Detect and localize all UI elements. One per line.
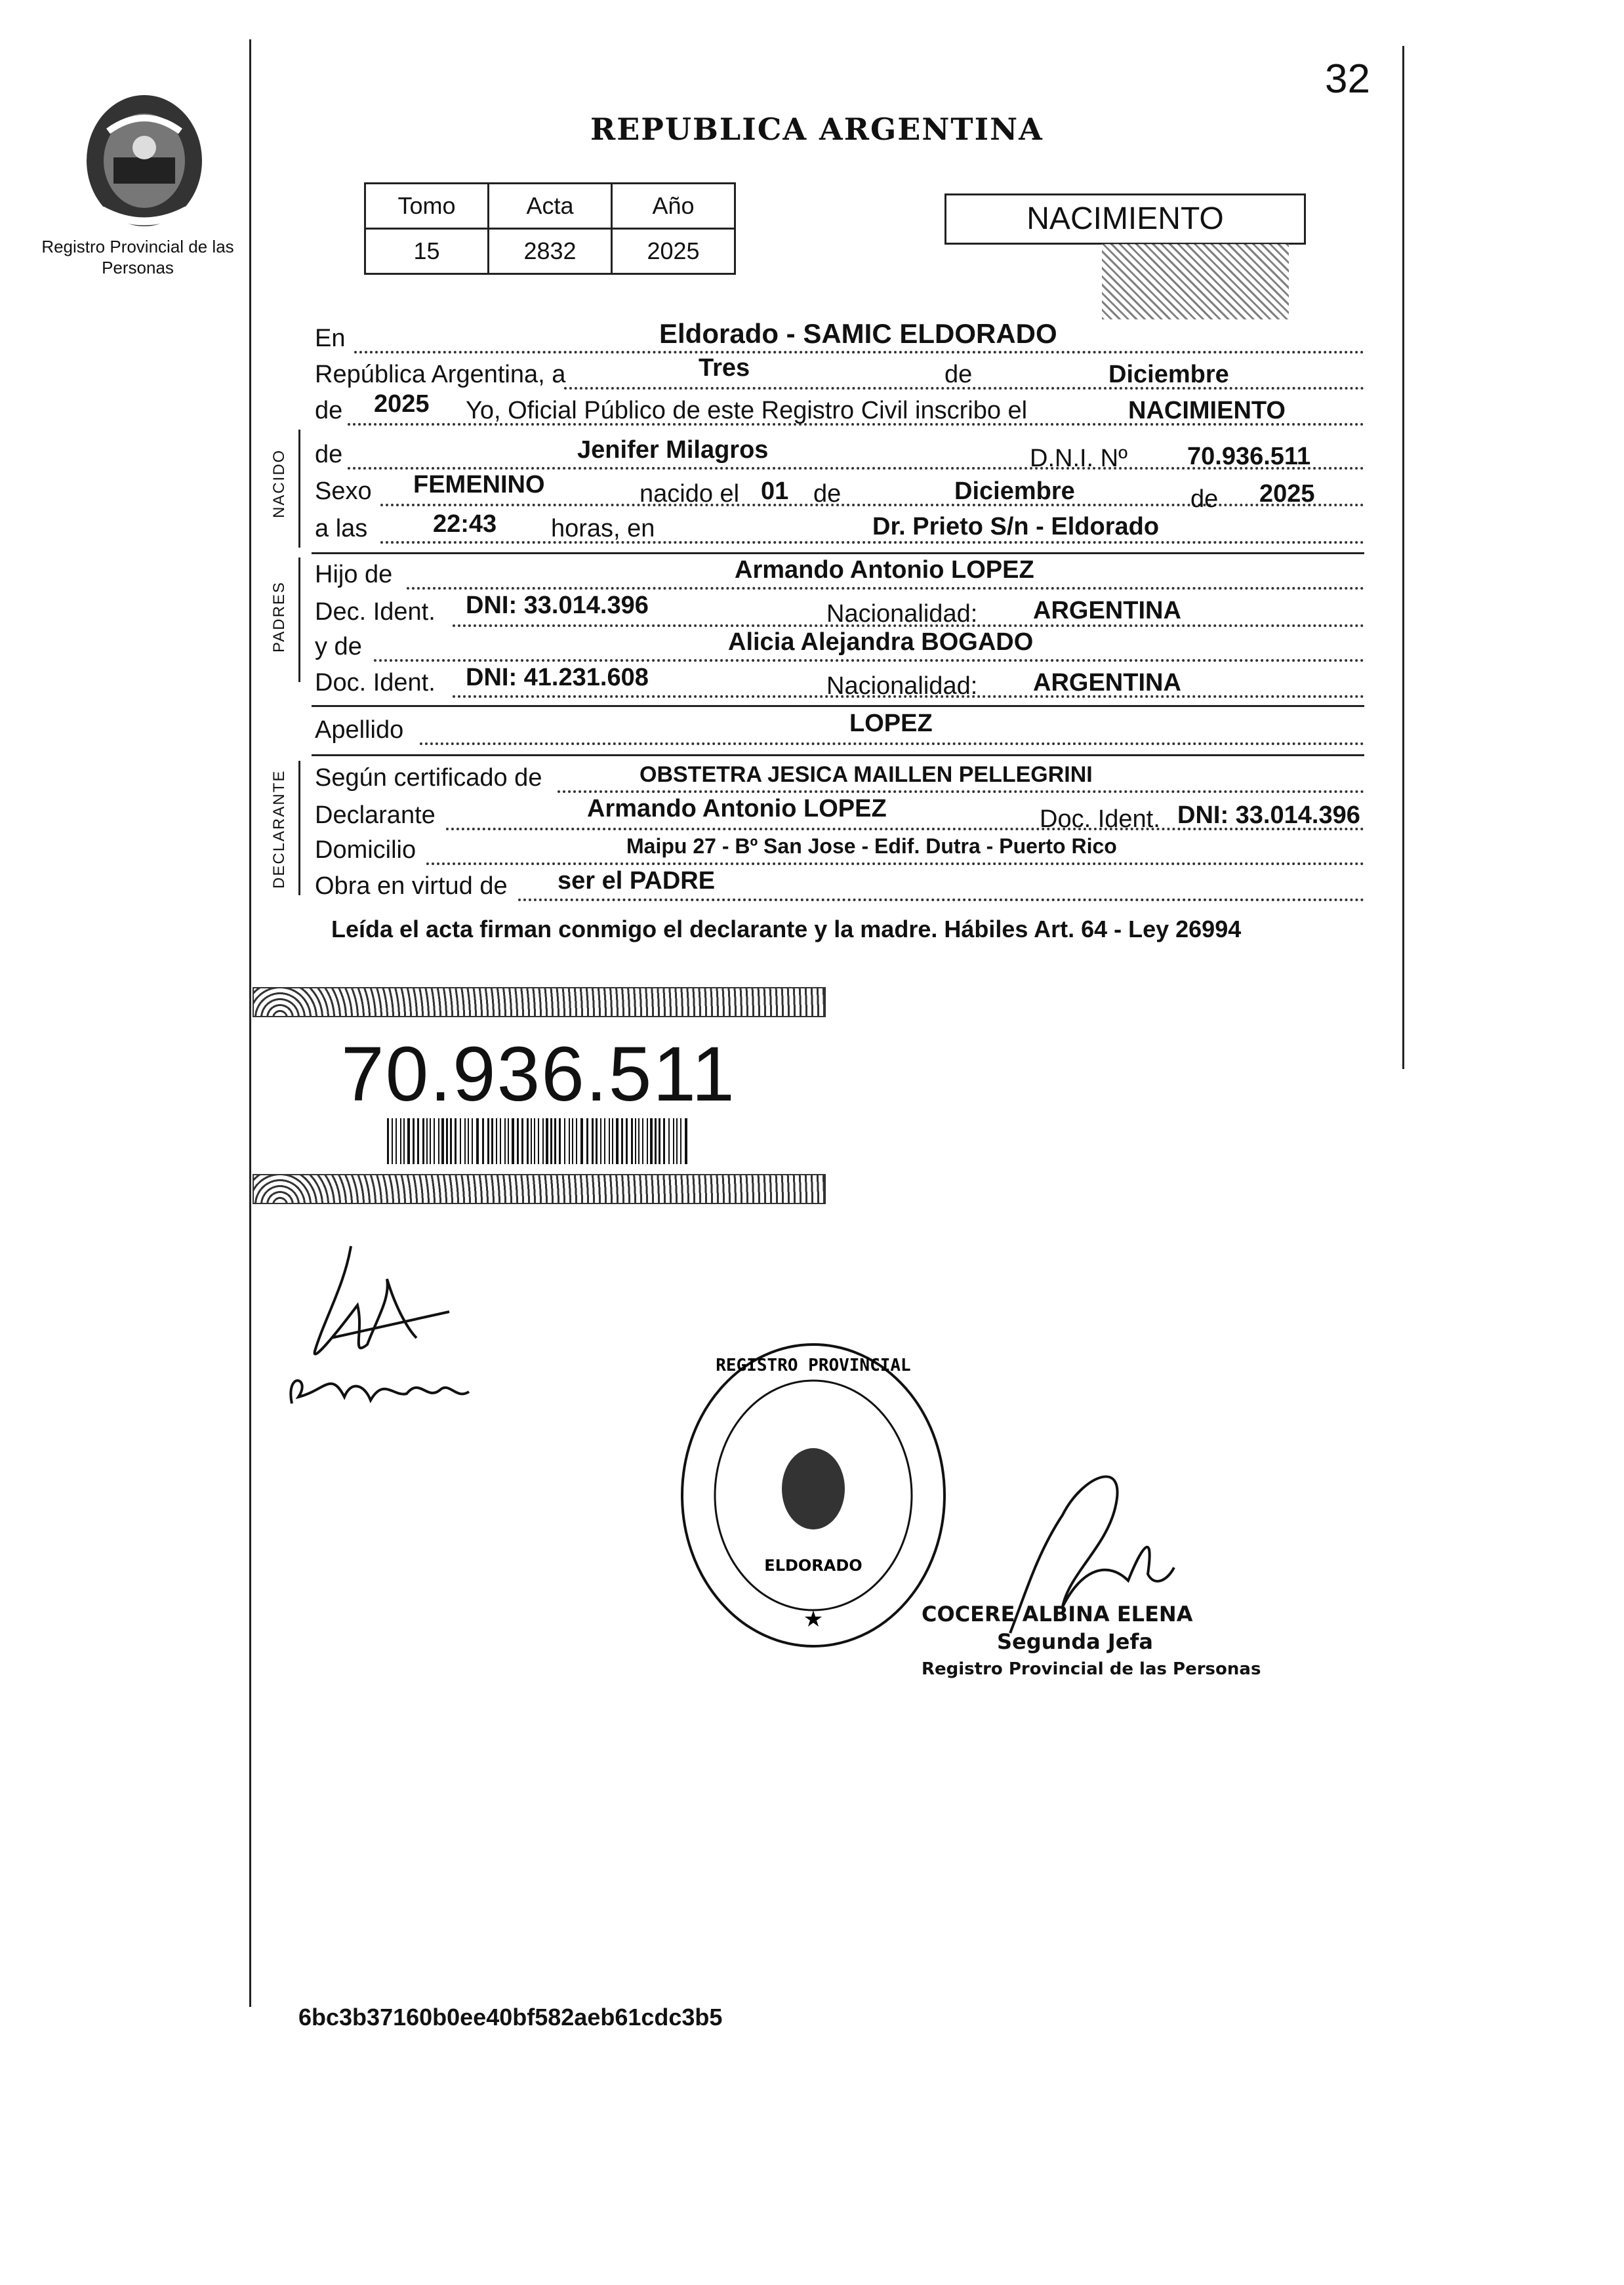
dotted-line — [354, 351, 1364, 354]
barcode-bar — [387, 1118, 389, 1164]
barcode-bar — [450, 1118, 452, 1164]
date-de-label: de — [944, 361, 973, 388]
table-header-tomo: Tomo — [365, 184, 489, 229]
dotted-line — [374, 659, 1364, 662]
barcode-bar — [550, 1118, 552, 1164]
barcode-bar — [609, 1118, 610, 1164]
father-dec-ident-label: Dec. Ident. — [315, 598, 436, 626]
barcode-bar — [554, 1118, 556, 1164]
address-label: Domicilio — [315, 836, 416, 864]
dotted-line — [420, 742, 1364, 745]
barcode-bar — [592, 1118, 594, 1164]
misiones-emblem-icon — [75, 85, 213, 233]
barcode-bar — [626, 1118, 628, 1164]
dotted-line — [518, 899, 1364, 901]
barcode-bar — [663, 1118, 665, 1164]
svg-text:★: ★ — [803, 1607, 824, 1632]
barcode-bar — [455, 1118, 457, 1164]
barcode-bar — [422, 1118, 424, 1164]
barcode-bar — [668, 1118, 670, 1164]
barcode-bar — [496, 1118, 497, 1164]
barcode-bar — [604, 1118, 605, 1164]
table-header-acta: Acta — [489, 184, 612, 229]
barcode-bar — [580, 1118, 583, 1164]
barcode-bar — [517, 1118, 519, 1164]
barcode-bar — [616, 1118, 619, 1164]
place-value: Eldorado - SAMIC ELDORADO — [659, 318, 1057, 349]
barcode — [387, 1118, 689, 1164]
barcode-bar — [676, 1118, 678, 1164]
document-hash: 6bc3b37160b0ee40bf582aeb61cdc3b5 — [298, 2004, 723, 2031]
barcode-bar — [673, 1118, 674, 1164]
barcode-bar — [468, 1118, 469, 1164]
and-of-label: y de — [315, 633, 362, 660]
birth-location: Dr. Prieto S/n - Eldorado — [872, 513, 1160, 540]
page-number: 32 — [1325, 56, 1370, 102]
section-separator — [312, 754, 1364, 756]
dotted-line — [558, 790, 1364, 793]
barcode-bar — [531, 1118, 532, 1164]
barcode-bar — [403, 1118, 405, 1164]
date-year: 2025 — [374, 390, 430, 418]
barcode-bar — [438, 1118, 439, 1164]
official-block — [922, 1600, 1261, 1683]
barcode-bar — [647, 1118, 648, 1164]
official-role: Segunda Jefa — [997, 1629, 1153, 1654]
surname-label: Apellido — [315, 716, 404, 744]
mother-nationality-label: Nacionalidad: — [826, 672, 978, 700]
mother-nationality: ARGENTINA — [1033, 669, 1181, 697]
barcode-bar — [413, 1118, 415, 1164]
dni-label: D.N.I. Nº — [1030, 445, 1127, 472]
document-type-box: NACIMIENTO — [944, 193, 1306, 245]
father-doc: DNI: 33.014.396 — [466, 592, 649, 619]
statement-text: Yo, Oficial Público de este Registro Civil inscribo el — [466, 397, 1028, 424]
barcode-bar — [512, 1118, 514, 1164]
sex-label: Sexo — [315, 477, 372, 505]
barcode-bar — [407, 1118, 410, 1164]
address-value: Maipu 27 - Bº San Jose - Edif. Dutra - Puerto Rico — [626, 834, 1117, 858]
barcode-bar — [472, 1118, 473, 1164]
section-rule-declarante — [298, 761, 300, 895]
barcode-bar — [430, 1118, 431, 1164]
right-margin-rule — [1402, 46, 1404, 1069]
mother-doc: DNI: 41.231.608 — [466, 664, 649, 691]
barcode-bar — [631, 1118, 633, 1164]
barcode-bar — [538, 1118, 539, 1164]
barcode-bar — [659, 1118, 660, 1164]
barcode-bar — [426, 1118, 428, 1164]
barcode-bar — [446, 1118, 448, 1164]
barcode-bar — [600, 1118, 601, 1164]
barcode-bar — [476, 1118, 479, 1164]
date-prefix: República Argentina, a — [315, 361, 566, 388]
barcode-bar — [487, 1118, 489, 1164]
birth-day: 01 — [761, 477, 789, 505]
barcode-bar — [642, 1118, 643, 1164]
barcode-bar — [417, 1118, 419, 1164]
father-nationality-label: Nacionalidad: — [826, 600, 978, 628]
barcode-bar — [527, 1118, 529, 1164]
barcode-bar — [392, 1118, 393, 1164]
table-header-ano: Año — [612, 184, 735, 229]
barcode-bar — [612, 1118, 613, 1164]
barcode-bar — [638, 1118, 639, 1164]
security-band-top — [253, 987, 826, 1017]
surname-value: LOPEZ — [849, 710, 933, 737]
barcode-bar — [576, 1118, 577, 1164]
barcode-bar — [534, 1118, 535, 1164]
barcode-bar — [464, 1118, 466, 1164]
declarant-doc: DNI: 33.014.396 — [1177, 801, 1360, 829]
barcode-bar — [508, 1118, 509, 1164]
child-of-label: Hijo de — [315, 561, 393, 588]
record-table — [364, 182, 736, 275]
event-type: NACIMIENTO — [1128, 397, 1286, 424]
barcode-bar — [572, 1118, 573, 1164]
barcode-bar — [655, 1118, 657, 1164]
dotted-line — [426, 862, 1364, 865]
registry-stamp — [676, 1338, 951, 1653]
barcode-bar — [396, 1118, 397, 1164]
capacity-value: ser el PADRE — [558, 867, 716, 895]
declarant-name: Armando Antonio LOPEZ — [587, 795, 887, 822]
barcode-bar — [546, 1118, 548, 1164]
capacity-label: Obra en virtud de — [315, 872, 508, 900]
barcode-bar — [596, 1118, 598, 1164]
barcode-bar — [650, 1118, 653, 1164]
official-name: COCERE ALBINA ELENA — [922, 1602, 1193, 1627]
place-label: En — [315, 325, 346, 352]
barcode-bar — [685, 1118, 687, 1164]
barcode-bar — [504, 1118, 506, 1164]
birth-dni: 70.936.511 — [1187, 443, 1311, 470]
table-value-acta: 2832 — [489, 229, 612, 274]
barcode-bar — [564, 1118, 565, 1164]
security-pattern — [1102, 244, 1289, 319]
registry-name: Registro Provincial de las Personas — [41, 237, 234, 277]
section-rule-nacido — [298, 430, 300, 548]
birth-de1-label: de — [813, 480, 842, 508]
section-separator — [312, 552, 1364, 554]
barcode-bar — [434, 1118, 435, 1164]
official-office: Registro Provincial de las Personas — [922, 1659, 1261, 1679]
certificate-label: Según certificado de — [315, 764, 542, 792]
birth-de2-label: de — [1190, 485, 1219, 513]
barcode-bar — [500, 1118, 501, 1164]
section-rule-padres — [298, 557, 300, 682]
mother-name: Alicia Alejandra BOGADO — [728, 628, 1034, 656]
closing-statement: Leída el acta firman conmigo el declarante y la madre. Hábiles Art. 64 - Ley 26994 — [331, 916, 1242, 942]
barcode-bar — [559, 1118, 561, 1164]
dotted-line — [380, 541, 1364, 544]
section-label-nacido: NACIDO — [270, 449, 288, 518]
barcode-bar — [441, 1118, 444, 1164]
born-label: nacido el — [639, 480, 740, 508]
birth-sex: FEMENINO — [413, 471, 545, 498]
barcode-bar — [460, 1118, 461, 1164]
svg-text:REGISTRO PROVINCIAL: REGISTRO PROVINCIAL — [716, 1356, 911, 1375]
declarant-signature — [253, 1240, 502, 1430]
id-number: 70.936.511 — [341, 1031, 736, 1118]
birth-time: 22:43 — [433, 510, 497, 538]
date-day: Tres — [699, 354, 750, 382]
barcode-bar — [491, 1118, 493, 1164]
mother-doc-ident-label: Doc. Ident. — [315, 669, 436, 697]
date-month: Diciembre — [1108, 361, 1229, 388]
year-de-label: de — [315, 397, 343, 424]
declarant-doc-label: Doc. Ident. — [1040, 805, 1160, 833]
birth-de-label: de — [315, 441, 343, 468]
barcode-bar — [635, 1118, 636, 1164]
barcode-bar — [400, 1118, 401, 1164]
father-name: Armando Antonio LOPEZ — [735, 556, 1034, 584]
document-title: REPUBLICA ARGENTINA — [590, 111, 1044, 147]
hours-label: horas, en — [551, 515, 655, 542]
left-margin-rule — [249, 39, 251, 2007]
certificate-value: OBSTETRA JESICA MAILLEN PELLEGRINI — [639, 762, 1093, 787]
barcode-bar — [680, 1118, 681, 1164]
barcode-bar — [569, 1118, 570, 1164]
svg-text:ELDORADO: ELDORADO — [764, 1556, 863, 1575]
barcode-bar — [586, 1118, 588, 1164]
security-band-bottom — [253, 1174, 826, 1204]
table-value-tomo: 15 — [365, 229, 489, 274]
declarant-label: Declarante — [315, 801, 436, 829]
barcode-bar — [482, 1118, 484, 1164]
section-label-declarante: DECLARANTE — [270, 769, 288, 889]
birth-name: Jenifer Milagros — [577, 436, 769, 464]
birth-month: Diciembre — [954, 477, 1075, 505]
birth-year: 2025 — [1259, 480, 1315, 508]
section-separator — [312, 705, 1364, 707]
time-label: a las — [315, 515, 368, 542]
father-nationality: ARGENTINA — [1033, 597, 1181, 624]
barcode-bar — [621, 1118, 623, 1164]
dotted-line — [407, 587, 1364, 590]
barcode-bar — [521, 1118, 523, 1164]
section-label-padres: PADRES — [270, 581, 288, 653]
barcode-bar — [542, 1118, 544, 1164]
table-value-ano: 2025 — [612, 229, 735, 274]
